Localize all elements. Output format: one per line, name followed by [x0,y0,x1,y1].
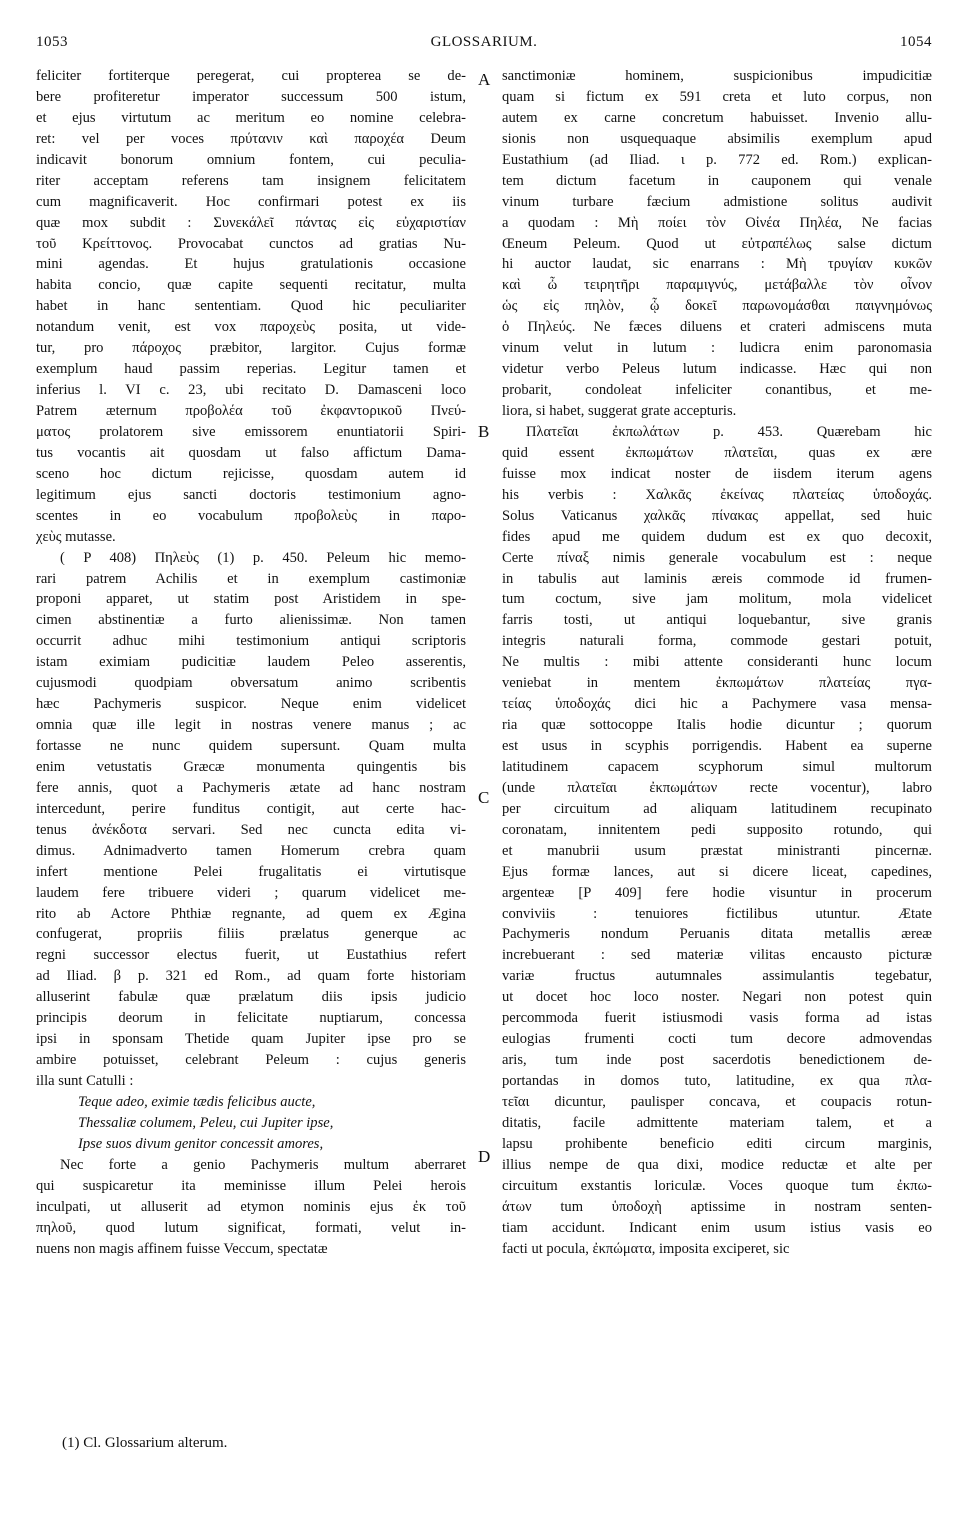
text-line: scentes in eo vocabulum προβολεὺς in παρο- [36,507,466,524]
running-title: GLOSSARIUM. [430,34,538,50]
text-line: ipsi in sponsam Thetide quam Jupiter ipse pro se [36,1031,466,1048]
text-line: πηλοῦ, quod lutum significat, formati, velut in- [36,1219,466,1236]
text-line: quam si fictum ex 591 creta et luto corpus, non [502,88,932,105]
text-line: quid essent ἐκπωμάτων πλατεῖαι, quas ex ære [502,444,932,461]
text-line: integris naturali forma, commode gestari potuit, [502,633,932,650]
text-line: nuens non magis affinem fuisse Veccum, spectatæ [36,1240,328,1257]
text-line: vinum turbare fæcium admistione solitus audivit [502,193,932,210]
text-line: fides apud me quidem dudum est ex quo decoxit, [502,528,932,545]
text-line: tem dictum facetum in cauponem qui venale [502,172,932,189]
text-line: dimus. Adnimadverto tamen Homerum crebra quam [36,842,466,859]
text-line: aris, tum inde post sacerdotis benedictionem de- [502,1052,932,1069]
text-line: άτων tum ὑποδοχὴ aptissime in nostram senten- [502,1198,932,1215]
text-line: fortasse ne nunc quidem supersunt. Quam multa [36,738,466,754]
text-line: Ejus formæ lances, aut si dicere liceat, capedines, [502,863,932,880]
text-line: τεῖαι dicuntur, paulisper concava, et coupacis rotun- [502,1093,932,1110]
text-line: confugerat, propriis filiis prælatus generque ac [36,926,466,943]
text-line: his verbis : Χαλκᾶς ἐκείνας πλατείας ὑποδοχάς. [502,486,932,503]
text-line: Certe πίναξ nimis generale vocabulum est : neque [502,549,932,566]
text-line: Teque adeo, eximie tædis felicibus aucte, [78,1093,316,1110]
text-line: rito ab Actore Phthiæ regnante, ad quem ex Ægina [36,905,466,922]
text-line: indicavit bonorum omnium fontem, cui peculia- [36,151,466,168]
text-line: ad Iliad. β p. 321 ed Rom., ad quam forte historiam [36,968,466,985]
text-line: notandum venit, est vox παροχεὺς posita, ut vide- [36,319,466,336]
text-line: autem ex carne concretum habuisset. Invenio allu- [502,109,932,126]
text-line: tenus ἀνέκδοτα servari. Sed nec cuncta edita vi- [36,821,466,838]
text-line: cujusmodi quodpiam obversatum animo scribentis [36,675,466,692]
text-line: bere profiteretur imperator successum 500 istum, [36,88,466,105]
text-line: ria quæ sottocoppe Italis hodie dicuntur ; quorum [502,717,932,734]
text-line: sionis non usquequaque absimilis exemplum apud [502,130,932,147]
text-line: coronatam, innitentem pedi supposito rotundo, qui [502,821,932,838]
text-line: qui suspicaretur ita meminisse illum Pelei herois [36,1177,466,1194]
text-line: Eustathium (ad Iliad. ι p. 772 ed. Rom.) explican- [502,151,932,168]
text-line: tum coctum, sive jam molitum, mola videlicet [502,591,932,608]
text-line: ὡς εἰς πηλὸν, ᾧ δοκεῖ παρωνομάσθαι παιγνημόνως [502,298,932,315]
text-line: Patrem æternum προβολέα τοῦ ἐκφαντορικοῦ Πνεύ- [36,403,466,419]
text-line: ditatis, facile admittente materiam talem, et a [502,1114,932,1131]
text-line: vinum velut in lutum : ludicra enim paronomasia [502,340,932,357]
text-line: tur, pro πάροχος præbitor, largitor. Cujus formæ [36,340,466,357]
text-line: istam eximiam pudicitiæ laudem Peleo asserentis, [36,654,466,671]
text-line: intercedunt, perire funditus contigit, aut certe hac- [36,800,466,817]
text-line: Solus Vaticanus χαλκᾶς πίνακας appellat, sed huic [502,507,932,524]
text-line: et manubrii usum præstat ministranti pincernæ. [502,842,932,859]
left-column [36,66,466,1259]
text-line: riter acceptam referens tam insignem felicitatem [36,172,466,189]
margin-marker: A [478,70,491,89]
text-line: infert mentione Pelei frugalitatis ei virtutisque [36,863,466,880]
text-line: sanctimoniæ hominem, suspicionibus impudicitiæ [502,68,932,84]
text-line: tus vocantis ait quosdam ut falso affictum Dama- [36,444,466,461]
text-line: a quodam : Μὴ ποίει τὸν Οἰνέα Πηλέα, Ne facias [502,214,932,231]
text-line: ret: vel per voces πρύτανιν καὶ παροχέα Deum [36,130,466,147]
text-line: enim vetustatis Græcæ monumenta quingentis bis [36,758,466,775]
footnote: (1) Cl. Glossarium alterum. [62,1435,228,1451]
text-line: eulogias frumenti cocti tum decore admovendas [502,1031,932,1048]
text-line: probarit, condoleat infeliciter conantibus, et me- [502,382,932,399]
text-line: fere annis, quot a Pachymeris ætate ad hanc nostram [36,779,466,796]
text-line: τείας ὑποδοχάς dici hic a Pachymere vasa mensa- [502,696,932,713]
text-line: rari patrem Achilis et in exemplum castimoniæ [36,570,466,587]
text-line: portandas in domos tuto, latitudine, ex qua πλα- [502,1073,932,1089]
text-line: liora, si habet, suggerat grate accepturis. [502,403,737,419]
text-line: exemplum haud passim reperias. Legitur tamen et [36,361,466,378]
text-line: per circuitum ad aliquam latitudinem recupinato [502,800,932,817]
text-line: conviviis : tenuiores fictilibus utuntur. Ætate [502,905,932,922]
text-line: sceno hoc dictum rejicisse, quosdam autem id [36,465,466,482]
text-line: legitimum ejus sancti doctoris testimonium agno- [36,486,466,503]
text-line: argenteæ [P 409] fere hodie visuntur in procerum [502,884,932,901]
text-line: feliciter fortiterque peregerat, cui propterea se de- [36,68,466,84]
text-line: Ipse suos divum genitor concessit amores, [78,1135,324,1152]
text-line: occurrit adhuc mihi testimonium antiqui scriptoris [36,633,466,650]
margin-marker: D [478,1147,491,1166]
text-line: Πλατεῖαι ἐκπωλάτων p. 453. Quærebam hic [526,423,932,440]
text-line: ( P 408) Πηλεὺς (1) p. 450. Peleum hic memo- [60,549,466,566]
text-line: laudem fere tribuere videri ; quarum videlicet me- [36,884,466,901]
text-line: ὁ Πηλεύς. Ne fæces diluens et crateri admiscens muta [502,319,932,336]
text-line: regni successor electus fuerit, ut Eustathius refert [36,947,466,964]
text-line: ut docet hoc loco noster. Negari non potest quin [502,989,932,1006]
text-line: habita concio, quæ capite sequenti recitatur, multa [36,277,466,294]
page-number-left: 1053 [36,34,68,50]
text-line: hi auctor laudat, sic enarrans : Μὴ τρυγίαν κυκῶν [502,256,932,273]
text-line: et ejus virtutum ac meritum eo nomine celebra- [36,109,466,126]
text-line: hæc Pachymeris suspicor. Neque enim videlicet [36,696,466,713]
text-line: mini agendas. Et hujus gratulationis occasione [36,256,466,273]
text-line: ambire potuisset, celebrant Peleum : cujus generis [36,1052,466,1069]
text-line: videtur verbo Peleus lutum indicasse. Hæc qui non [502,361,932,378]
text-line: Thessaliæ columem, Peleu, cui Jupiter ipse, [78,1114,334,1131]
text-line: καὶ ὦ τειρητῆρι παραμιγνύς, μετάβαλλε τὸν οἶνον [502,277,932,294]
text-line: proponi apparet, ut statim post Aristidem in spe- [36,591,466,608]
margin-marker: B [478,422,490,441]
text-line: quæ mox subdit : Συνεκάλεῖ πάντας εἰς εὐχαριστίαν [36,214,466,231]
text-line: increbuerant : sed materiæ vilitas encausto picturæ [502,947,932,964]
text-line: percommoda fuerit istiusmodi vasis forma ad istas [502,1010,932,1027]
text-line: farris tosti, ut antiqui loquebantur, sive granis [502,612,932,629]
text-line: inferius l. VI c. 23, ubi recitato D. Damasceni loco [36,382,466,399]
text-line: in tabulis aut laminis æreis commode id frumen- [502,570,932,587]
text-line: ματος prolatorem sive emissorem enuntiatorii Spiri- [36,423,466,440]
text-line: τοῦ Κρείττονος. Provocabat cunctos ad gratias Nu- [36,235,466,252]
text-line: illius nempe de qua dixi, modice reductæ et alte per [502,1156,932,1173]
page-header [36,34,932,58]
text-line: omnia quæ ille legit in nostras venere manus ; ac [36,717,466,734]
text-line: tiam accidunt. Indicant enim usum istius vasis eo [502,1219,932,1236]
text-line: est usus in scyphis porrigendis. Habent ea superne [502,738,932,754]
margin-marker: C [478,788,490,807]
text-line: cimen abstinentiæ a furto alienissimæ. Non tamen [36,612,466,629]
text-line: cum magnificaverit. Hoc confirmari potest ex iis [36,193,466,210]
text-line: inculpati, ut alluserit ad etymon nominis ejus ἐκ τοῦ [36,1198,466,1215]
text-line: alluserint fabulæ quæ prælatum diis ipsis judicio [36,989,466,1006]
text-line: fuisse mox indicat noster de iisdem iterum agens [502,465,932,482]
text-line: lapsu prohibente beneficio editi circum marginis, [502,1135,932,1152]
text-line: principis deorum in felicitate nuptiarum, concessa [36,1010,466,1027]
text-line: χεὺς mutasse. [36,528,116,545]
text-line: illa sunt Catulli : [36,1073,134,1089]
text-line: Œneum Peleum. Quod ut εὐτραπέλως salse dictum [502,235,932,252]
page-number-right: 1054 [900,34,932,50]
text-line: facti ut pocula, ἐκπώματα, imposita exciperet, sic [502,1240,790,1257]
text-line: variæ fructus autumnales assimulantis tegebatur, [502,968,932,985]
text-line: habet in hanc sententiam. Quod hic peculiariter [36,298,466,315]
right-column [502,66,932,1259]
text-line: Pachymeris nondum Peruanis ditata metallis æreæ [502,926,932,943]
text-line: circuitum exstantis loriculæ. Voces quoque tum ἐκπω- [502,1177,932,1194]
text-line: Ne multis : mibi attente consideranti hunc locum [502,654,932,671]
text-line: latitudinem capacem scyphorum simul multorum [502,758,932,775]
text-line: veniebat in mentem ἐκπωμάτων πλατείας πγα- [502,675,932,692]
text-line: (unde πλατεῖαι ἐκπωμάτων recte vocentur), labro [502,779,932,796]
text-line: Nec forte a genio Pachymeris multum aberraret [60,1156,466,1173]
